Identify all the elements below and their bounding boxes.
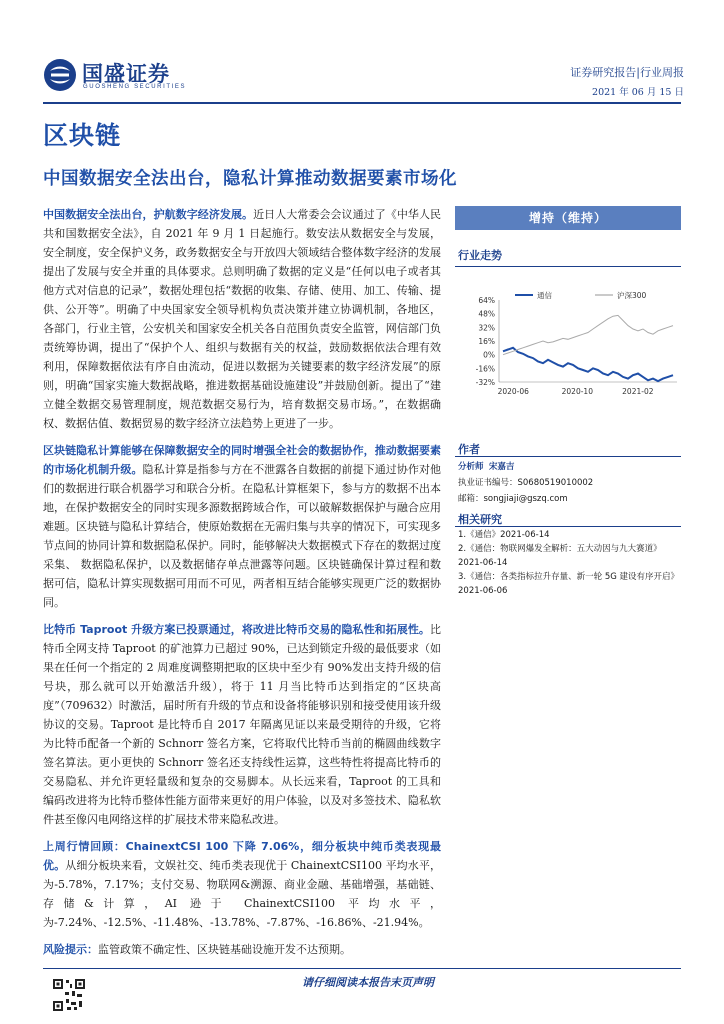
- x-tick-label: 2021-02: [622, 387, 654, 396]
- related-list: [458, 528, 681, 598]
- series-line: [503, 348, 673, 381]
- analyst-name: 宋嘉吉: [488, 462, 515, 472]
- trend-divider: [455, 266, 681, 267]
- x-tick-label: 2020-10: [561, 387, 593, 396]
- paragraph: 风险提示：监管政策不确定性、区块链基础设施开发不达预期。: [43, 943, 351, 956]
- trend-chart: [455, 288, 681, 403]
- related-item[interactable]: 1.《通信》2021-06-14: [458, 530, 550, 540]
- legend-label: 沪深300: [617, 291, 647, 300]
- disclaimer-note: 请仔细阅读本报告末页声明: [302, 976, 434, 989]
- series-line: [503, 315, 673, 354]
- logo-icon: [43, 58, 77, 92]
- y-tick-label: 0%: [483, 350, 495, 360]
- y-tick-label: 48%: [478, 309, 495, 319]
- y-tick-label: 16%: [478, 337, 495, 346]
- author-block: [458, 459, 681, 507]
- footer-divider: [43, 968, 681, 969]
- paragraph: 中国数据安全法出台，护航数字经济发展。近日人大常委会会议通过了《中华人民共和国数据安全法》，自 2021 年 9 月 1 日起施行。数安法从数据安全与发展，安全制度，安全保护义务，政务数据安全与开放四大领域结合整体数字经济的发展提出了发展与安全并重的具体要求。总则明确了数据的定义是“任何以电子或者其他方式对信息的记录”，数据处理包括“数据的收集、存储、使用、加工、传输、提供、公开等”。明确了中央国家安全领导机构负责决策并建立协调机制，各地区，各部门，行业主管，公安机关和国家安全机关各自范围负责安全监管，网信部门负责统筹协调，提出了“保护个人、组织与数据有关的权益，鼓励数据依法合理有效利用，保障数据依法有序自由流动，促进以数据为关键要素的数字经济发展”的原则，明确“国家实施大数据战略，推进数据基础设施建设”并鼓励创新。提出了“建立健全数据交易管理制度，规范数据交易行为，培育数据交易市场。”，在数据确权、数据估值、数据贸易的数字经济立法趋势上更进了一步。: [43, 208, 442, 430]
- author-title: 作者: [458, 443, 480, 456]
- header-divider: [43, 102, 681, 104]
- legend-label: 通信: [537, 291, 552, 300]
- y-tick-label: -16%: [475, 364, 495, 374]
- paragraph: 比特币 Taproot 升级方案已投票通过，将改进比特币交易的隐私性和拓展性。比特币全网支持 Taproot 的矿池算力已超过 90%，已达到锁定升级的最低要求（如果在任何一个指定的 2 周难度调整期把取的区块中至少有 90%发出支持升级的信号块，那么就可以开始激活升级），将于 11 月当比特币达到指定的“区块高度”（709632）时激活，届时所有升级的节点和设备将能够识别和接受使用该升级协议的交易。Taproot 是比特币自 2017 年隔离见证以来最受期待的升级，它将为比特币配备一个新的 Schnorr 签名方案，它将取代比特币当前的椭圆曲线数字签名算法。更小更快的 Schnorr 签名还支持线性运算，这些特性将提高比特币的交易隐私、并允许更轻量级和复杂的交易脚本。从长远来看，Taproot 的工具和编码改进将为比特币整体性能方面带来更好的用户体验，以及对多签技术、隐私软件甚至像闪电网络这样的扩展技术带来隐私改进。: [43, 623, 441, 826]
- brand-name-en: GUOSHENG SECURITIES: [83, 84, 187, 90]
- rating-badge: 增持（维持）: [455, 206, 681, 230]
- report-date: 2021 年 06 月 15 日: [592, 87, 684, 98]
- report-headline: 中国数据安全法出台，隐私计算推动数据要素市场化: [43, 169, 457, 189]
- y-tick-label: 32%: [478, 323, 495, 333]
- related-title: 相关研究: [458, 513, 502, 526]
- brand-name: 国盛证券: [82, 62, 170, 86]
- author-email[interactable]: 邮箱：songjiaji@gszq.com: [458, 494, 568, 504]
- paragraph: 上周行情回顾：ChainextCSI 100 下降 7.06%，细分板块中纯币类表现最优。从细分板块来看，文娱社交、纯币类表现优于 ChainextCSI100 平均水平，为-5.78%，7.17%；支付交易、物联网&溯源、商业金融、基础增强，基础链、存储&计算，AI 逊于 ChainextCSI100 平均水平，为-7.24%、-12.5%、-11.48%、-13.78%、-7.87%、-16.86%、-21.94%。: [43, 840, 441, 929]
- y-tick-label: 64%: [478, 296, 495, 305]
- author-divider: [455, 456, 681, 457]
- trend-title: 行业走势: [458, 249, 502, 262]
- related-divider: [455, 526, 681, 527]
- related-item[interactable]: 2.《通信：物联网爆发全解析：五大动因与九大赛道》2021-06-14: [458, 544, 662, 568]
- qr-code-icon: [52, 978, 86, 1012]
- analyst-label: 分析师: [458, 462, 484, 472]
- license-number: 执业证书编号：S0680519010002: [458, 478, 594, 488]
- sector-title: 区块链: [43, 121, 122, 150]
- report-type: 证券研究报告|行业周报: [570, 66, 684, 79]
- main-body: [43, 205, 441, 967]
- x-tick-label: 2020-06: [497, 387, 529, 396]
- y-tick-label: -32%: [475, 378, 495, 387]
- related-item[interactable]: 3.《通信：各类指标拉升存量、新一轮 5G 建设有序开启》2021-06-06: [458, 572, 680, 596]
- paragraph: 区块链隐私计算能够在保障数据安全的同时增强全社会的数据协作，推动数据要素的市场化机制升级。隐私计算是指参与方在不泄露各自数据的前提下通过协作对他们的数据进行联合机器学习和联合分析。在隐私计算框架下，参与方的数据不出本地，在保护数据安全的同时实现多源数据跨域合作，可以破解数据保护与融合应用难题。区块链与隐私计算结合，使原始数据在无需归集与共享的情况下，可实现多节点间的协同计算和数据隐私保护。同时，能够解决大数据模式下存在的数据过度采集、 数据隐私保护，以及数据储存单点泄露等问题。区块链确保计算过程和数据可信，隐私计算实现数据可用而不可见，两者相互结合能够实现更广泛的数据协同。: [43, 444, 441, 609]
